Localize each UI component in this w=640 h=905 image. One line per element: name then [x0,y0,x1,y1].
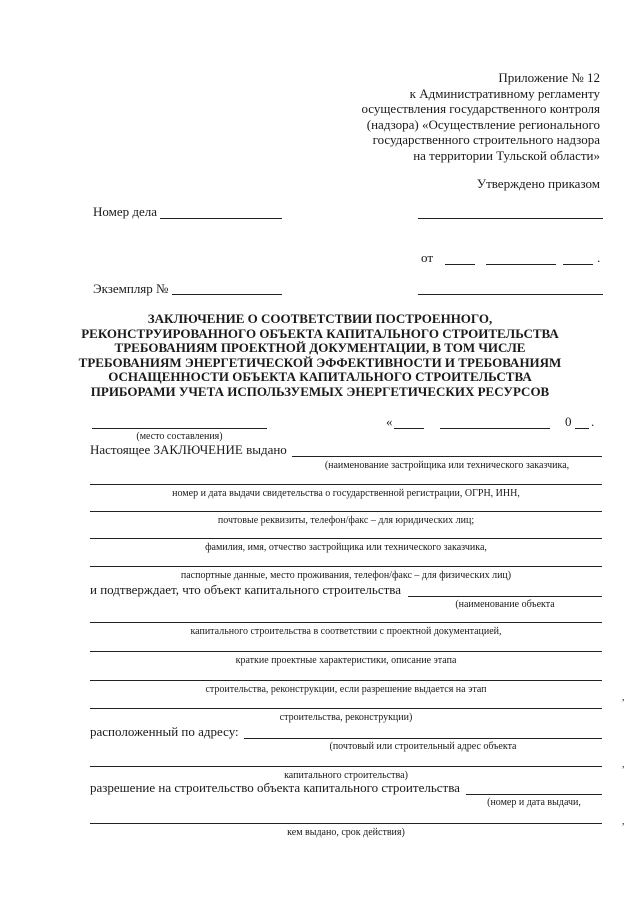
caption-object-name: (наименование объекта [455,599,555,610]
date-from-label: от [421,250,434,265]
appendix-header [361,70,600,164]
appendix-line: государственного строительного надзора [372,132,600,148]
case-number-label: Номер дела [93,204,158,219]
date-year-field[interactable] [575,428,589,429]
address-field[interactable] [244,738,602,739]
appendix-line: (надзора) «Осуществление регионального [366,116,600,132]
document-title [60,312,580,399]
title-line: ТРЕБОВАНИЯМ ПРОЕКТНОЙ ДОКУМЕНТАЦИИ, В ТОМ ЧИСЛЕ [114,340,526,355]
caption-postal: почтовые реквизиты, телефон/факс – для юридических лиц; [217,515,475,526]
date-dot: . [591,414,595,429]
issued-to-label: Настоящее ЗАКЛЮЧЕНИЕ выдано [90,442,287,457]
copy-label: Экземпляр № [93,281,169,296]
object-per-docs-field[interactable] [90,622,602,623]
margin-comma: , [622,759,625,770]
postal-field[interactable] [90,511,602,512]
confirms-label: и подтверждает, что объект капитального строительства [90,582,402,597]
permit-field[interactable] [466,794,602,795]
order-date-dot: . [597,250,601,265]
order-day-field[interactable] [445,264,475,265]
place-field[interactable] [92,428,267,429]
caption-registration: номер и дата выдачи свидетельства о государственной регистрации, ОГРН, ИНН, [172,488,520,499]
fio-field[interactable] [90,538,602,539]
caption-address: (почтовый или строительный адрес объекта [329,741,517,752]
title-line: ТРЕБОВАНИЯМ ЭНЕРГЕТИЧЕСКОЙ ЭФФЕКТИВНОСТИ И ТРЕБОВАНИЯМ [78,354,562,370]
caption-passport: паспортные данные, место проживания, телефон/факс – для физических лиц) [180,570,512,581]
date-day-field[interactable] [394,428,424,429]
appendix-line: осуществления государственного контроля [361,101,600,117]
permit-end-field[interactable] [90,823,602,824]
brief-field[interactable] [90,651,602,652]
permit-label: разрешение на строительство объекта капитального строительства [90,780,460,795]
caption-stage: строительства, реконструкции, если разрешение выдается на этап [205,684,487,695]
title-line: РЕКОНСТРУИРОВАННОГО ОБЪЕКТА КАПИТАЛЬНОГО СТРОИТЕЛЬСТВА [81,325,559,341]
date-year-prefix: 0 [565,414,572,429]
order-month-field[interactable] [486,264,556,265]
copy-number-field[interactable] [172,294,282,295]
caption-fio: фамилия, имя, отчество застройщика или технического заказчика, [205,542,487,553]
caption-permit: (номер и дата выдачи, [487,797,581,808]
address-end-field[interactable] [90,766,602,767]
issued-to-field[interactable] [292,456,602,457]
caption-brief: краткие проектные характеристики, описание этапа [235,655,457,666]
case-number-field[interactable] [160,218,282,219]
date-month-field[interactable] [440,428,550,429]
located-label: расположенный по адресу: [90,724,239,739]
date-quote: « [386,414,393,429]
place-caption: (место составления) [136,431,223,442]
registration-field[interactable] [90,484,602,485]
object-name-field[interactable] [408,596,602,597]
title-line: ОСНАЩЕННОСТИ ОБЪЕКТА КАПИТАЛЬНОГО СТРОИТЕЛЬСТВА [108,369,532,384]
appendix-line: на территории Тульской области» [413,147,600,163]
title-line: ПРИБОРАМИ УЧЕТА ИСПОЛЬЗУЕМЫХ ЭНЕРГЕТИЧЕСКИХ РЕСУРСОВ [90,383,550,399]
caption-developer: (наименование застройщика или технического заказчика, [324,460,570,471]
appendix-line: Приложение № 12 [498,70,600,85]
caption-stage-end: строительства, реконструкции) [279,712,413,723]
caption-permit-end: кем выдано, срок действия) [287,827,405,838]
approved-label: Утверждено приказом [476,176,600,191]
passport-field[interactable] [90,566,602,567]
title-line: ЗАКЛЮЧЕНИЕ О СООТВЕТСТВИИ ПОСТРОЕННОГО, [147,311,493,326]
margin-comma: , [622,816,625,827]
order-year-field[interactable] [563,264,593,265]
caption-object-per-docs: капитального строительства в соответствии с проектной документацией, [190,626,502,637]
stage-end-field[interactable] [90,708,602,709]
margin-comma: , [622,692,625,703]
appendix-line: к Административному регламенту [409,85,600,101]
copy-extra-field[interactable] [418,294,603,295]
stage-field[interactable] [90,680,602,681]
order-field[interactable] [418,218,603,219]
caption-address-end: капитального строительства) [284,770,408,781]
